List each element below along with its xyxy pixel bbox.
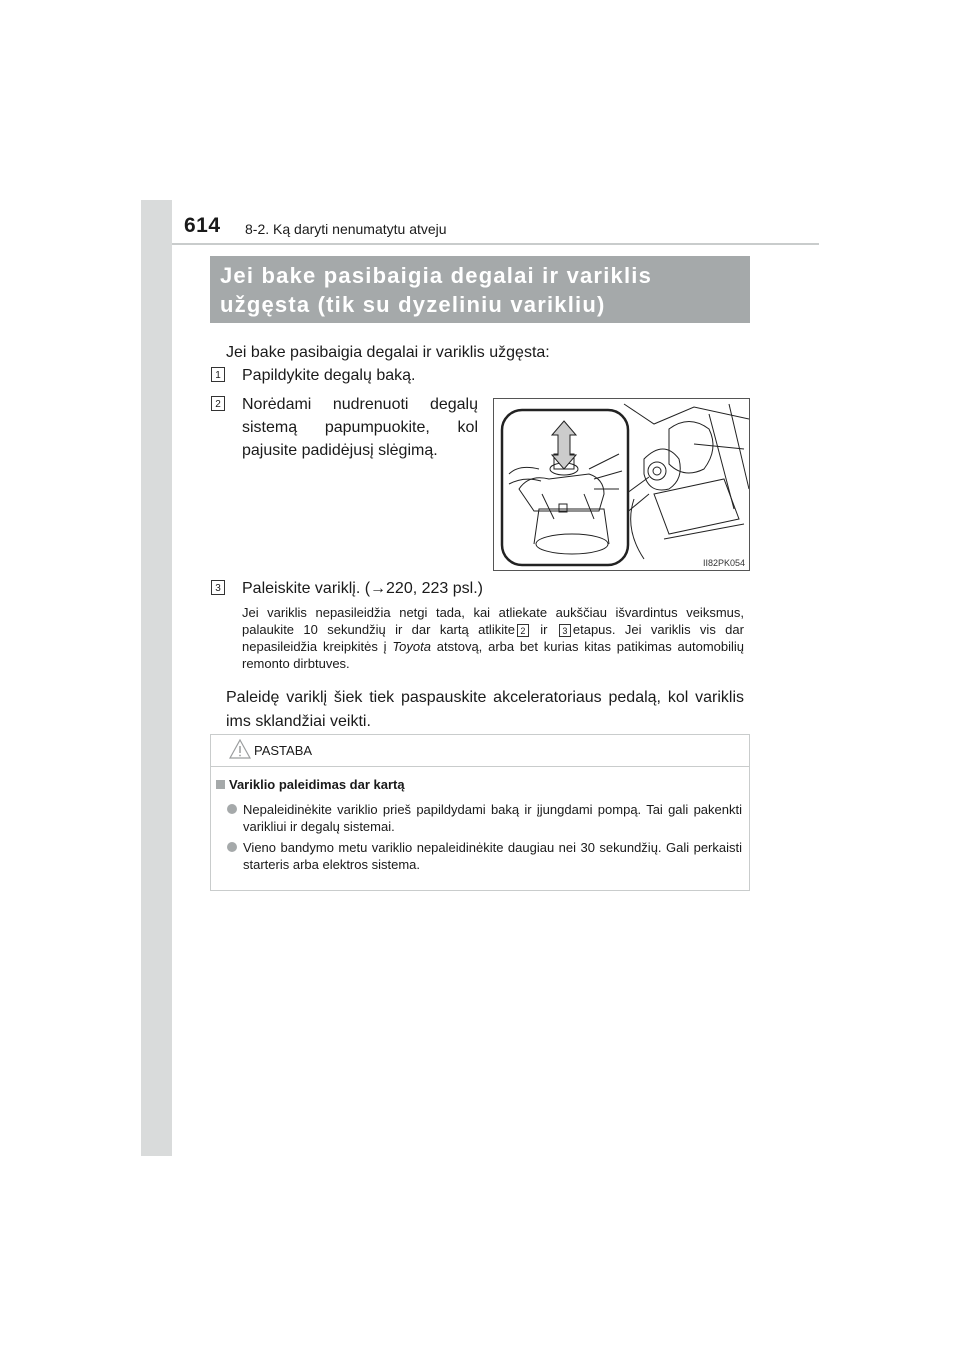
note-box [210,734,750,891]
warning-icon [229,738,251,760]
section-title-line1: Jei bake pasibaigia degalai ir variklis [220,263,653,288]
step-2-text [242,393,478,462]
intro-text: Jei bake pasibaigia degalai ir variklis užgęsta: [226,344,550,361]
section-title-line2: užgęsta (tik su dyzeliniu varikliu) [220,292,606,317]
retry-note-part3: atstovą, arba bet kurias kitas patikimas automobilių remonto dirbtuves. [242,639,744,671]
retry-note-part2: etapus. Jei variklis vis dar nepasileidžia kreipkitės į [242,622,744,654]
step-ref-3: 3 [559,624,571,637]
step-3-text: Paleiskite variklį. (→220, 223 psl.) [242,580,483,597]
note-item [227,801,742,835]
note-subtitle-text: Variklio paleidimas dar kartą [229,777,405,792]
brand-name: Toyota [392,639,431,654]
header-rule [172,243,819,245]
figure-label: II82PK054 [702,558,745,568]
page-number: 614 [184,214,221,237]
step-3-number: 3 [211,580,225,595]
step-2-line3: pajusite padidėjusį slėgimą. [242,442,438,459]
note-item-text: Nepaleidinėkite variklio prieš papildydami baką ir įjungdami pompą. Tai gali pakenkti varikliui ir degalų sistemai. [243,802,742,834]
note-item [227,839,742,873]
step-1-number: 1 [211,367,225,382]
retry-note [242,604,744,672]
section-title [210,256,750,323]
note-subtitle [216,777,405,792]
note-header [211,735,749,767]
step-ref-2: 2 [517,624,529,637]
section-path: 8-2. Ką daryti nenumatytu atveju [245,221,447,237]
note-title: PASTABA [254,743,313,758]
step-2-line1: Norėdami nudrenuoti degalų [242,396,478,413]
step-2-line2: sistemą papumpuokite, kol [242,419,478,436]
note-item-text: Vieno bandymo metu variklio nepaleidinėkite daugiau nei 30 sekundžių. Gali perkaisti starteris arba elektros sistema. [243,840,742,872]
step-1-text: Papildykite degalų baką. [242,367,416,384]
step-2-number: 2 [211,396,225,411]
page-side-bar [141,200,172,1156]
retry-note-mid: ir [540,622,548,637]
square-bullet-icon [216,780,225,789]
bullet-dot-icon [227,842,237,852]
retry-note-part1: Jei variklis nepasileidžia netgi tada, kai atliekate aukščiau išvardintus veiksmus, palaukite 10 sekundžių ir dar kartą atlikite [242,605,744,637]
bullet-dot-icon [227,804,237,814]
closing-text: Paleidę variklį šiek tiek paspauskite akceleratoriaus pedalą, kol variklis ims sklandžiai veikti. [226,689,744,730]
fuel-pump-figure [493,398,750,571]
engine-bay-illustration [494,399,750,571]
